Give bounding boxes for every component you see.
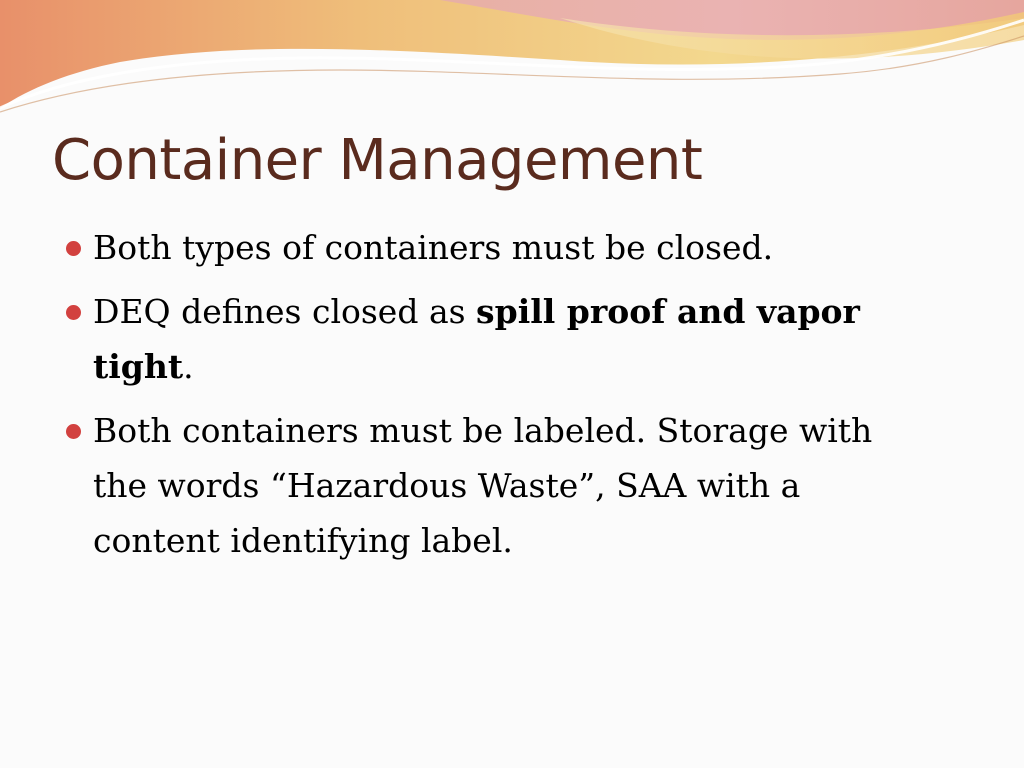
- slide-title: Container Management: [52, 128, 703, 193]
- bullet-dot-icon: [66, 424, 81, 439]
- bullet-item-closed: [66, 220, 926, 275]
- decorative-wave-banner: [0, 0, 1024, 120]
- bullet-list: [66, 220, 926, 577]
- bullet-dot-icon: [66, 305, 81, 320]
- bullet-text-suffix: .: [183, 347, 194, 386]
- bullet-dot-icon: [66, 241, 81, 256]
- bullet-item-labeling: [66, 403, 926, 568]
- bullet-item-deq-definition: [66, 284, 926, 394]
- bullet-text: Both types of containers must be closed.: [93, 228, 774, 267]
- bullet-text: Both containers must be labeled. Storage with the words “Hazardous Waste”, SAA with a content identifying label.: [93, 411, 873, 560]
- bullet-text-emphasis: spill proof and vapor tight: [93, 292, 860, 386]
- bullet-text-prefix: DEQ defines closed as: [93, 292, 477, 331]
